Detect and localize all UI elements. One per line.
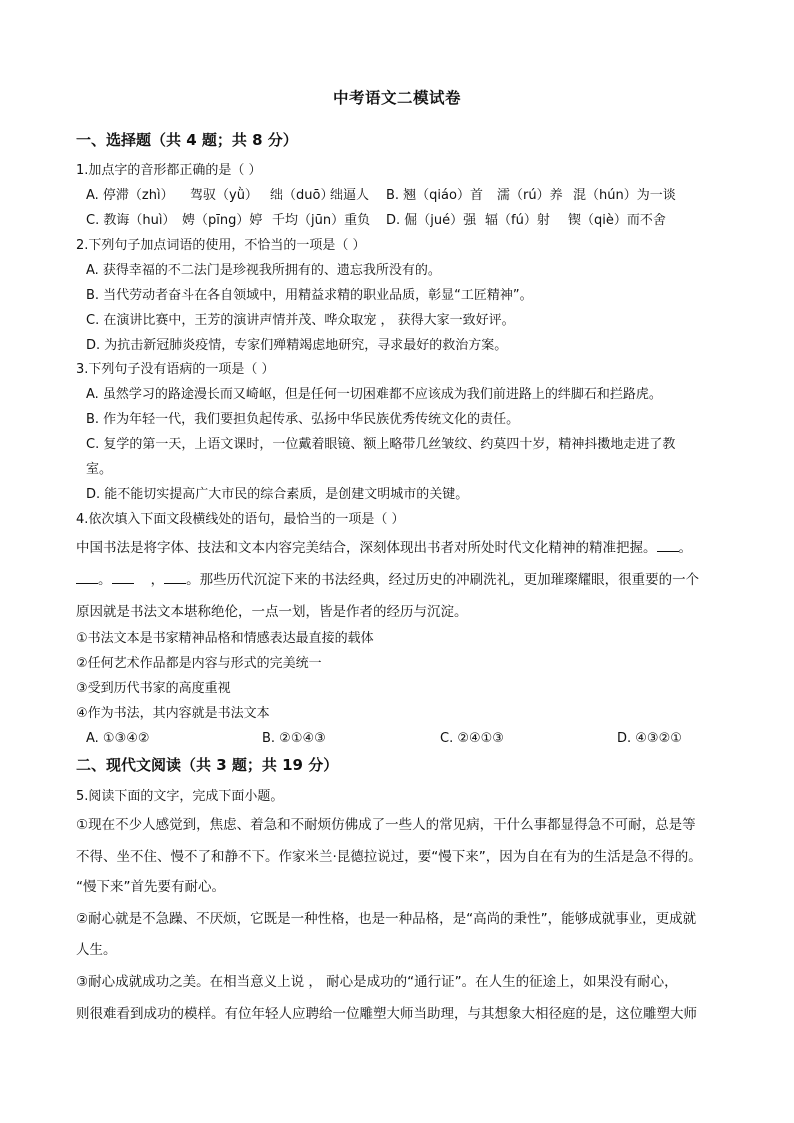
- q4-stem: 4.依次填入下面文段横线处的语句，最恰当的一项是（ ）: [76, 512, 405, 527]
- q4-passage-line1: 中国书法是将字体、技法和文本内容完美结合，深刻体现出书者对所处时代文化精神的精准把握。 。: [76, 540, 692, 556]
- q1-option-a-part3: 绌（duō）: [270, 188, 334, 203]
- q1-option-a-part1: A. 停滞（zhì）: [86, 188, 174, 203]
- q3-option-c-line1: C. 复学的第一天，上语文课时，一位戴着眼镜、额上略带几丝皱纹、约莫四十岁，精神抖擞地走进了教: [86, 437, 676, 452]
- q1-option-d-part1: D. 倔（jué）强: [386, 213, 477, 228]
- q3-option-b: B. 作为年轻一代，我们要担负起传承、弘扬中华民族优秀传统文化的责任。: [86, 412, 520, 427]
- q4-passage-line2: 。 ， 。那些历代沉淀下来的书法经典，经过历史的冲刷洗礼，更加璀璨耀眼，很重要的一个: [76, 570, 699, 590]
- q5-para3-line2: 则很难看到成功的模样。有位年轻人应聘给一位雕塑大师当助理，与其想象大相径庭的是，这位雕塑大师: [76, 1006, 697, 1022]
- q4-passage-line3: 原因就是书法文本堪称绝伦，一点一划，皆是作者的经历与沉淀。: [76, 604, 468, 620]
- q1-option-a-part2: 驾驭（yǜ）: [190, 188, 258, 203]
- q5-para3-line1: ③耐心成就成功之美。在相当意义上说 ， 耐心是成功的“通行证”。在人生的征途上，如果没有耐心，: [76, 974, 678, 990]
- q1-stem: 1.加点字的音形都正确的是（ ）: [76, 163, 262, 178]
- q4-blank-1: [657, 539, 679, 552]
- q5-para2-line2: 人生。: [76, 942, 117, 958]
- q2-option-c: C. 在演讲比赛中，王芳的演讲声情并茂、哗众取宠 ， 获得大家一致好评。: [86, 313, 515, 328]
- q4-item-3: ③受到历代书家的高度重视: [76, 681, 231, 696]
- section-heading-choice: 一、选择题（共 4 题；共 8 分）: [76, 131, 298, 149]
- q5-para1-line1: ①现在不少人感觉到，焦虑、着急和不耐烦仿佛成了一些人的常见病，干什么事都显得急不可耐，总是等: [76, 817, 696, 833]
- q4-item-2: ②任何艺术作品都是内容与形式的完美统一: [76, 656, 322, 671]
- q1-option-d-part2: 辐（fú）射: [485, 213, 550, 228]
- page-title: 中考语文二模试卷: [332, 89, 461, 107]
- q4-passage-text1: 中国书法是将字体、技法和文本内容完美结合，深刻体现出书者对所处时代文化精神的精准把握。: [76, 540, 657, 556]
- q5-para1-line2: 不得、坐不住、慢不了和静不下。作家米兰·昆德拉说过，要“慢下来”，因为自在有为的生活是急不得的。: [76, 849, 702, 865]
- q4-passage-text2: 。那些历代沉淀下来的书法经典，经过历史的冲刷洗礼，更加璀璨耀眼，很重要的一个: [186, 572, 700, 588]
- q1-option-b-part3: 混（hún）为一谈: [573, 188, 676, 203]
- q3-option-a: A. 虽然学习的路途漫长而又崎岖，但是任何一切困难都不应该成为我们前进路上的绊脚石和拦路虎。: [86, 387, 662, 402]
- q4-option-b: B. ②①④③: [262, 731, 326, 746]
- q3-option-d: D. 能不能切实提高广大市民的综合素质，是创建文明城市的关键。: [86, 487, 469, 502]
- q4-blank-2: [76, 571, 98, 584]
- q4-item-1: ①书法文本是书家精神品格和情感表达最直接的载体: [76, 631, 374, 646]
- q4-blank-3: [112, 571, 134, 584]
- q4-option-d: D. ④③②①: [617, 731, 682, 746]
- q3-stem: 3.下列句子没有语病的一项是（ ）: [76, 362, 275, 377]
- q4-option-a: A. ①③④②: [86, 731, 150, 746]
- q1-option-d-part3: 锲（qiè）而不舍: [568, 213, 666, 228]
- q1-option-b-part1: B. 翘（qiáo）首: [386, 188, 483, 203]
- q4-blank-4: [164, 571, 186, 584]
- q1-option-c-part1: C. 教诲（huì）: [86, 213, 176, 228]
- q2-option-a: A. 获得幸福的不二法门是珍视我所拥有的、遗忘我所没有的。: [86, 263, 441, 278]
- q5-stem: 5.阅读下面的文字，完成下面小题。: [76, 789, 284, 804]
- q4-item-4: ④作为书法，其内容就是书法文本: [76, 706, 270, 721]
- q3-option-c-line2: 室。: [86, 462, 113, 477]
- q1-option-a-part4: 绌逼人: [330, 188, 370, 203]
- q2-option-b: B. 当代劳动者奋斗在各自领域中，用精益求精的职业品质，彰显“工匠精神”。: [86, 288, 533, 303]
- q1-option-c-part3: 千均（jūn）重负: [272, 213, 371, 228]
- q5-para2-line1: ②耐心就是不急躁、不厌烦，它既是一种性格，也是一种品格，是“高尚的秉性”，能够成就事业，更成就: [76, 911, 697, 927]
- q1-option-b-part2: 濡（rú）养: [497, 188, 563, 203]
- q2-option-d: D. 为抗击新冠肺炎疫情，专家们殚精竭虑地研究，寻求最好的救治方案。: [86, 338, 508, 353]
- q2-stem: 2.下列句子加点词语的使用，不恰当的一项是（ ）: [76, 238, 366, 253]
- q5-para1-line3: “慢下来”首先要有耐心。: [76, 879, 225, 895]
- q4-option-c: C. ②④①③: [440, 731, 504, 746]
- q1-option-c-part2: 娉（pīng）婷: [182, 213, 263, 228]
- section-heading-reading: 二、现代文阅读（共 3 题；共 19 分）: [76, 756, 339, 774]
